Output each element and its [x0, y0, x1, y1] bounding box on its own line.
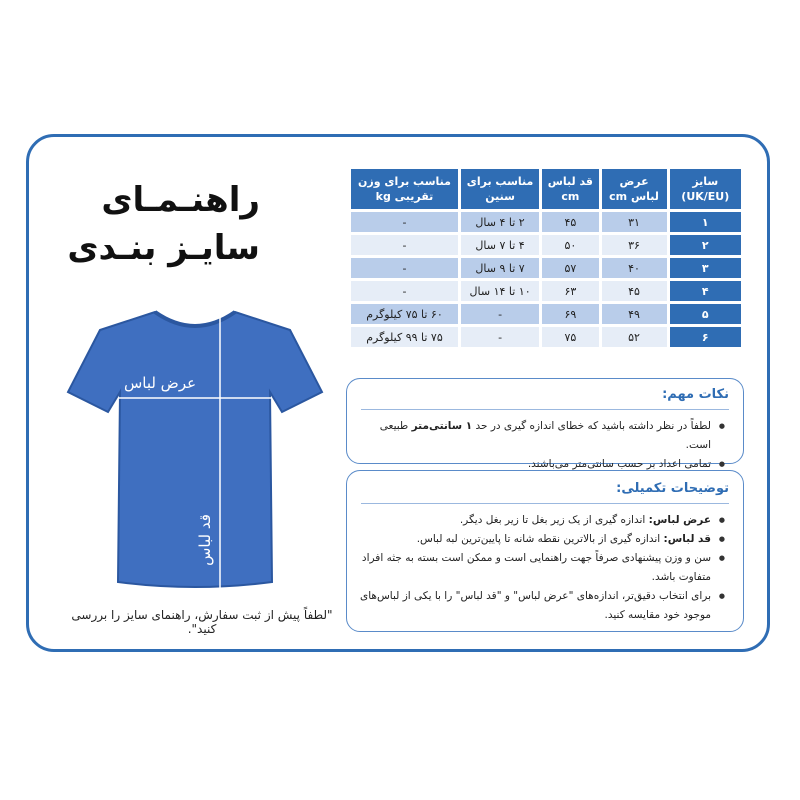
- table-cell: -: [351, 235, 458, 255]
- table-cell: -: [351, 212, 458, 232]
- table-cell: ۶۰ تا ۷۵ کیلوگرم: [351, 304, 458, 324]
- title-line-1: راهنـمـای: [101, 180, 260, 220]
- table-cell: ۳۶: [602, 235, 667, 255]
- table-cell: ۴ تا ۷ سال: [461, 235, 539, 255]
- footer-note: "لطفاً پیش از ثبت سفارش، راهنمای سایز را بررسی کنید".: [71, 608, 333, 636]
- list-item: ● برای انتخاب دقیق‌تر، اندازه‌های "عرض لباس" و "قد لباس" را با یکی از لباس‌های موجود خود مقایسه کنید.: [357, 587, 711, 625]
- table-cell: ۴۵: [542, 212, 598, 232]
- table-cell: ۷۵: [542, 327, 598, 347]
- tshirt-illustration: [60, 300, 330, 600]
- list-item: ● لطفاً در نظر داشته باشید که خطای اندازه گیری در حد ۱ سانتی‌متر طبیعی است.: [357, 417, 711, 455]
- size-table: [348, 166, 744, 350]
- table-cell: -: [461, 327, 539, 347]
- table-header: قد لباس cm: [542, 169, 598, 209]
- title-line-2: سایـز بنـدی: [67, 228, 260, 268]
- width-label: عرض لباس: [123, 374, 197, 392]
- table-row: [351, 304, 741, 324]
- table-cell: ۵۰: [542, 235, 598, 255]
- table-header: مناسب برای سنین: [461, 169, 539, 209]
- table-cell: ۶: [670, 327, 741, 347]
- table-cell: ۵: [670, 304, 741, 324]
- details-heading: توضیحات تکمیلی:: [616, 481, 729, 496]
- table-cell: ۵۲: [602, 327, 667, 347]
- table-cell: ۳: [670, 258, 741, 278]
- table-cell: ۲: [670, 235, 741, 255]
- table-header: عرض لباس cm: [602, 169, 667, 209]
- table-header: مناسب برای وزن تقریبی kg: [351, 169, 458, 209]
- details-list: [357, 511, 725, 625]
- table-cell: ۱۰ تا ۱۴ سال: [461, 281, 539, 301]
- table-cell: ۵۷: [542, 258, 598, 278]
- table-header: سایز (UK/EU): [670, 169, 741, 209]
- table-row: [351, 281, 741, 301]
- table-row: [351, 235, 741, 255]
- list-item: ● سن و وزن پیشنهادی صرفاً جهت راهنمایی است و ممکن است بسته به جثه افراد متفاوت باشد.: [357, 549, 711, 587]
- table-row: [351, 327, 741, 347]
- important-list: [357, 417, 725, 474]
- table-cell: ۲ تا ۴ سال: [461, 212, 539, 232]
- table-cell: ۶۳: [542, 281, 598, 301]
- important-notes-box: [346, 378, 744, 470]
- table-cell: ۶۹: [542, 304, 598, 324]
- table-row: [351, 258, 741, 278]
- table-row: [351, 212, 741, 232]
- table-cell: ۴۹: [602, 304, 667, 324]
- table-cell: ۱: [670, 212, 741, 232]
- table-cell: ۴۰: [602, 258, 667, 278]
- table-cell: -: [461, 304, 539, 324]
- list-item: ● عرض لباس: اندازه گیری از یک زیر بغل تا زیر بغل دیگر.: [357, 511, 711, 530]
- length-label: قد لباس: [196, 514, 214, 566]
- important-heading: نکات مهم:: [662, 387, 729, 402]
- table-cell: ۷ تا ۹ سال: [461, 258, 539, 278]
- table-cell: -: [351, 281, 458, 301]
- table-cell: ۴۵: [602, 281, 667, 301]
- tshirt-shape: [68, 312, 322, 587]
- list-item: ● قد لباس: اندازه گیری از بالاترین نقطه شانه تا پایین‌ترین لبه لباس.: [357, 530, 711, 549]
- table-cell: ۴: [670, 281, 741, 301]
- table-cell: -: [351, 258, 458, 278]
- table-cell: ۷۵ تا ۹۹ کیلوگرم: [351, 327, 458, 347]
- table-cell: ۳۱: [602, 212, 667, 232]
- details-box: [346, 470, 744, 632]
- list-item: ● تمامی اعداد بر حسب سانتی‌متر می‌باشند.: [357, 455, 711, 474]
